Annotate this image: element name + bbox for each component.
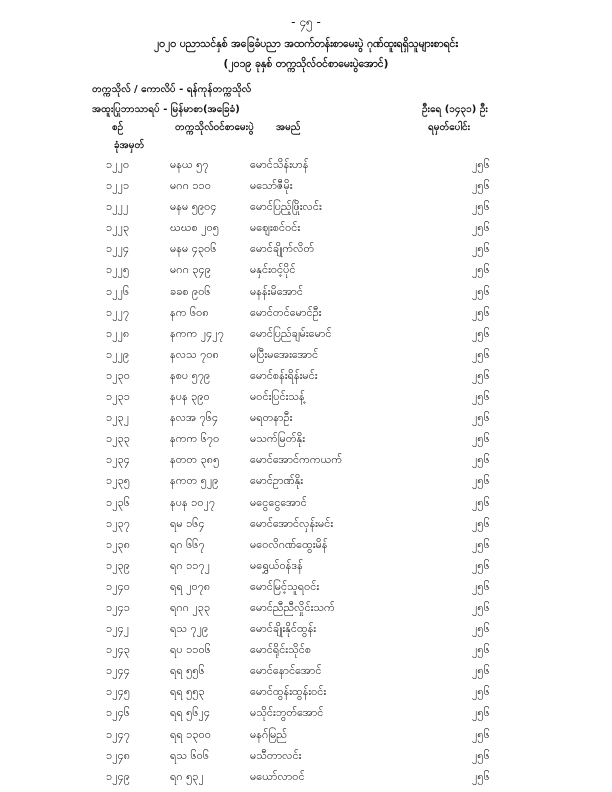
row-number: ၁၂၄၁ (106, 600, 130, 614)
column-header-score: ရမှတ်ပေါင်း (428, 122, 471, 133)
student-name: မောင်အောင်ကကယက် (250, 453, 343, 467)
total-count-label: ဦးရေ (၁၄၃၁) ဦး (422, 104, 488, 115)
row-number: ၁၂၄၄ (106, 664, 130, 678)
column-header-name: အမည် (276, 122, 301, 133)
major-subject-label: အထူးပြုဘာသာရပ် - မြန်မာစာ(အခြေခံ) (92, 104, 240, 115)
roll-number: ရသ ၆၀၆ (170, 748, 210, 762)
table-row (0, 217, 612, 238)
total-score: ၂၅၆ (472, 347, 490, 361)
table-row (0, 386, 612, 407)
document-title: ၂၀၂၀ ပညာသင်နှစ် အခြေခံပညာ အထက်တန်းစာမေးပွဲ ဂုဏ်ထူးရရှိသူများစာရင်း (153, 38, 459, 50)
roll-number: မနမ ၄၃၀၆ (170, 242, 217, 256)
row-number: ၁၂၂၇ (106, 305, 130, 319)
table-row (0, 660, 612, 681)
student-name: မသိုင်းဘွတ်အောင် (250, 706, 324, 720)
student-name: မသော်ဇီမိုး (250, 179, 293, 193)
roll-number: နလအ ၇၆၄ (170, 411, 219, 425)
student-name: မောင်ချိုးနိုင်ထွန်း (250, 622, 317, 636)
student-name: မောင်ပြည့်ဖြိုးလင်း (250, 200, 322, 214)
student-name: မောင်နောင်အောင် (250, 664, 322, 678)
document-subtitle: (၂၀၁၉ ခုနှစ် တက္ကသိုလ်ဝင်စာမေးပွဲအောင်) (223, 58, 389, 70)
row-number: ၁၂၄၈ (106, 748, 131, 762)
total-score: ၂၅၆ (472, 368, 490, 382)
roll-number: ဃဃစ ၂၀၅ (170, 221, 219, 235)
total-score: ၂၅၆ (472, 432, 490, 446)
student-name: မရွှေယ်ဝန်ဒန် (250, 558, 303, 572)
table-row (0, 154, 612, 175)
row-number: ၁၂၂၅ (106, 263, 130, 277)
table-row (0, 323, 612, 344)
student-name: မောင်ထွန်းထွန်းဝင်း (250, 685, 327, 699)
total-score: ၂၅၆ (472, 537, 490, 551)
total-score: ၂၅၆ (472, 453, 490, 467)
row-number: ၁၂၃၁ (106, 390, 130, 404)
student-name: မောင်ပြည်ချမ်းမောင် (250, 326, 332, 340)
roll-number: ရရ ၅၅၃ (170, 685, 205, 699)
student-name: မငွေငွေအောင် (250, 495, 307, 509)
roll-number: နတတ ၃၈၅ (170, 453, 220, 467)
total-score: ၂၅၆ (472, 769, 490, 783)
row-number: ၁၂၃၂ (106, 411, 130, 425)
total-score: ၂၅၆ (472, 390, 490, 404)
roll-number: နကတ ၅၂၉ (170, 474, 219, 488)
row-number: ၁၂၂၁ (106, 179, 130, 193)
table-row (0, 470, 612, 491)
roll-number: မဂဂ ၁၁၀ (170, 179, 211, 193)
table-row (0, 175, 612, 196)
row-number: ၁၂၃၉ (106, 558, 130, 572)
student-name: မောင်မြင့်သူရဝင်း (250, 579, 320, 593)
total-score: ၂၅၆ (472, 242, 490, 256)
roll-number: နကက ၆၇၀ (170, 432, 220, 446)
table-row (0, 766, 612, 787)
university-label: တက္ကသိုလ် / ကောလိပ် - ရန်ကုန်တက္ကသိုလ် (92, 84, 252, 95)
row-number: ၁၂၂၄ (106, 242, 130, 256)
row-number: ၁၂၂၆ (106, 284, 130, 298)
table-row (0, 702, 612, 723)
total-score: ၂၅၆ (472, 411, 490, 425)
roll-number: မနမ ၅၉၀၄ (170, 200, 217, 214)
student-name: မောင်တင်မောင်ဦး (250, 305, 322, 319)
total-score: ၂၅၆ (472, 200, 490, 214)
roll-number: ရရ ၅၆၂၄ (170, 706, 211, 720)
roll-number: ရဂ ၅၃၂ (170, 769, 204, 783)
student-name: မဝေလိဂဏ်ထွေးမိန် (250, 537, 328, 551)
table-row (0, 618, 612, 639)
table-row (0, 724, 612, 745)
table-row (0, 365, 612, 386)
student-name: မောင်ချိုက်လိတ် (250, 242, 315, 256)
roll-number: မဂဂ ၃၄၉ (170, 263, 211, 277)
roll-number: နစပ ၅၇၉ (170, 368, 211, 382)
total-score: ၂၅၆ (472, 284, 490, 298)
student-name: မောင်အောင်လှန်းမင်း (250, 516, 334, 530)
table-row (0, 449, 612, 470)
total-score: ၂၅၆ (472, 558, 490, 572)
total-score: ၂၅၆ (472, 305, 490, 319)
table-row (0, 513, 612, 534)
row-number: ၁၂၂၈ (106, 326, 130, 340)
row-number: ၁၂၂၂ (106, 200, 129, 214)
row-number: ၁၂၄၅ (106, 685, 130, 699)
student-name: မယော်လာဝင် (250, 769, 305, 783)
total-score: ၂၅၆ (472, 179, 490, 193)
student-name: မသက်မြတ်နိုး (250, 432, 305, 446)
total-score: ၂၅၆ (472, 579, 490, 593)
student-name: မနှင်းဝင့်ပိုင် (250, 263, 296, 277)
total-score: ၂၅၆ (472, 643, 490, 657)
table-row (0, 597, 612, 618)
table-row (0, 407, 612, 428)
total-score: ၂၅၆ (472, 221, 490, 235)
student-name: မနဂ်မြည် (250, 727, 288, 741)
total-score: ၂၅၆ (472, 516, 490, 530)
row-number: ၁၂၃၅ (106, 474, 130, 488)
total-score: ၂၅၆ (472, 474, 490, 488)
results-table (0, 154, 612, 787)
roll-number: မနယ ၅၇ (170, 158, 209, 171)
student-name: မောင်ဥာဏ်နိုး (250, 474, 304, 488)
total-score: ၂၅၆ (472, 664, 490, 678)
table-row (0, 534, 612, 555)
roll-number: နပန ၁၀၂၇ (170, 495, 216, 509)
table-row (0, 196, 612, 217)
table-row (0, 555, 612, 576)
student-name: မောင်စန်းရိန်းမင်း (250, 368, 318, 382)
roll-number: ရဂဂ ၂၃၃ (170, 600, 211, 614)
table-row (0, 259, 612, 280)
column-header-roll: တက္ကသိုလ်ဝင်စာမေးပွဲ (175, 122, 254, 133)
total-score: ၂၅၆ (472, 495, 490, 509)
student-name: မောင်ညီညီလှိုင်းသက် (250, 600, 335, 614)
total-score: ၂၅၆ (472, 727, 490, 741)
table-row (0, 428, 612, 449)
table-row (0, 639, 612, 660)
row-number: ၁၂၂၀ (106, 158, 130, 171)
roll-number: ရပ ၁၁၀၆ (170, 643, 211, 657)
row-number: ၁၂၄၂ (106, 622, 130, 636)
row-number: ၁၂၄၆ (106, 706, 130, 720)
row-number: ၁၂၄၃ (106, 643, 130, 657)
roll-number: ရရ ၁၃၀၀ (170, 727, 211, 741)
student-name: မသီတာလင်း (250, 748, 302, 762)
student-name: မဝင်းပြင်းသန့် (250, 390, 305, 404)
row-number: ၁၂၃၀ (106, 368, 130, 382)
roll-number: နလသ ၇၀၈ (170, 347, 219, 361)
roll-number: ရဂ ၁၁၇၂ (170, 558, 211, 572)
total-score: ၂၅၆ (472, 685, 490, 699)
total-score: ၂၅၆ (472, 158, 490, 171)
column-header-roll-sub: ခုံအမှတ် (114, 140, 145, 151)
total-score: ၂၅၆ (472, 326, 490, 340)
table-row (0, 302, 612, 323)
total-score: ၂၅၆ (472, 748, 490, 762)
page-number: - ၄၅ - (291, 15, 321, 29)
total-score: ၂၅၆ (472, 600, 490, 614)
roll-number: ရရ ၂၀၇၈ (170, 579, 211, 593)
row-number: ၁၂၃၆ (106, 495, 130, 509)
row-number: ၁၂၃၈ (106, 537, 131, 551)
table-row (0, 576, 612, 597)
student-name: မဈေးစင်ဝင်း (250, 221, 301, 235)
roll-number: ရဂ ၆၆၇ (170, 537, 205, 551)
table-row (0, 238, 612, 259)
total-score: ၂၅၆ (472, 622, 490, 636)
roll-number: နပန ၃၉၀ (170, 390, 210, 404)
table-row (0, 281, 612, 302)
roll-number: ခခစ ၉၀၆ (170, 284, 211, 298)
table-row (0, 492, 612, 513)
total-score: ၂၅၆ (472, 706, 490, 720)
student-name: မနန်းမိအောင် (250, 284, 304, 298)
roll-number: နက ၆၀၈ (170, 305, 209, 319)
student-name: မပြီးမအေးအောင် (250, 347, 319, 361)
row-number: ၁၂၃၃ (106, 432, 130, 446)
student-name: မောင်ရိုင်းသိုင်စ (250, 643, 312, 657)
total-score: ၂၅၆ (472, 263, 490, 277)
roll-number: ရမ ၁၆၄ (170, 516, 205, 530)
roll-number: နကက ၂၄၂၇ (170, 326, 224, 340)
table-row (0, 681, 612, 702)
row-number: ၁၂၄၇ (106, 727, 130, 741)
row-number: ၁၂၂၉ (106, 347, 130, 361)
row-number: ၁၂၃၄ (106, 453, 130, 467)
roll-number: ရသ ၇၂၉ (170, 622, 209, 636)
student-name: မရတနာဦး (250, 411, 293, 425)
row-number: ၁၂၄၉ (106, 769, 130, 783)
row-number: ၁၂၃၇ (106, 516, 130, 530)
table-row (0, 344, 612, 365)
row-number: ၁၂၂၃ (106, 221, 130, 235)
roll-number: ရရ ၅၅၆ (170, 664, 205, 678)
column-header-no: စဉ် (112, 122, 124, 133)
student-name: မောင်သိန်းဟန် (250, 158, 309, 171)
row-number: ၁၂၄၀ (106, 579, 130, 593)
table-row (0, 745, 612, 766)
